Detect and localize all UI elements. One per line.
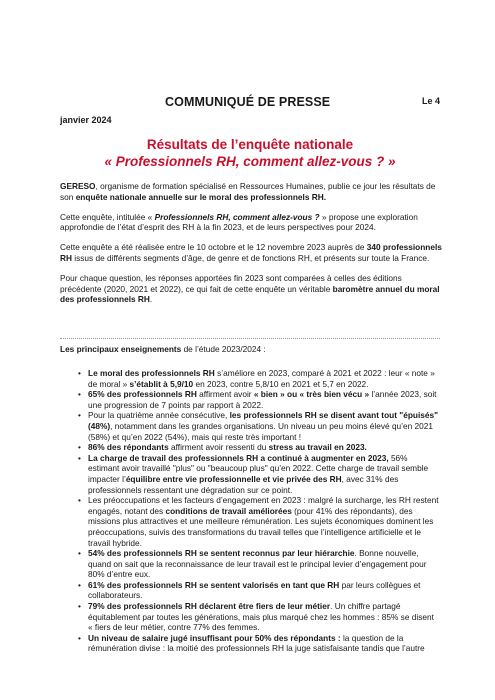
date-part2: janvier 2024 bbox=[60, 115, 112, 125]
section-divider bbox=[60, 338, 440, 339]
headline-line1: Résultats de l’enquête nationale bbox=[146, 137, 354, 152]
list-item-t: . Bonne nouvelle, quand on sait que la reconnaissance de leur travail est le principal levier d’engagement pour 80% d’entre eux. bbox=[88, 548, 427, 580]
list-item-b: 54% des professionnels RH se sentent reconnus par leur hiérarchie bbox=[88, 548, 355, 559]
bullet-dot-icon: • bbox=[78, 410, 81, 421]
p4-bold: baromètre annuel du moral des professionnels RH bbox=[60, 283, 440, 305]
list-item-t: par leurs collègues et collaborateurs. bbox=[88, 579, 421, 601]
section-heading-rest: de l’étude 2023/2024 : bbox=[181, 344, 266, 354]
list-item-b: La charge de travail des professionnels RH a continué à augmenter en 2023, bbox=[88, 452, 389, 463]
list-item-t: Les préoccupations et les facteurs d’engagement en 2023 : malgré la surcharge, les RH restent engagés, notant des bbox=[88, 495, 439, 516]
list-item-b: 65% des professionnels RH bbox=[88, 389, 197, 400]
list-item bbox=[78, 453, 440, 495]
intro-body bbox=[60, 181, 442, 314]
p3-text-a: Cette enquête a été réalisée entre le 10 octobre et le 12 novembre 2023 auprès de bbox=[60, 242, 367, 253]
list-item-t2: (pour 41% des répondants), des missions plus attractives et une meilleure rémunération. Les sujets économiques dominent les préoccupations, suivis des transformations du travail telles que l’intelligence artificielle et le travail hybride. bbox=[88, 505, 434, 548]
list-item-t: Pour la quatrième année consécutive, bbox=[88, 410, 230, 421]
bullet-dot-icon: • bbox=[78, 368, 81, 378]
list-item-t: 56% estimant avoir travaillé "plus" ou "beaucoup plus" qu’en 2022. Cette charge de travail semble impacter l’ bbox=[88, 452, 429, 484]
list-item bbox=[78, 368, 440, 389]
list-item-b2: équilibre entre vie professionnelle et vie privée des RH bbox=[125, 473, 342, 484]
list-item-b: 86% des répondants bbox=[88, 442, 169, 453]
p2-text-a: Cette enquête, intitulée « bbox=[60, 211, 155, 222]
list-item bbox=[78, 548, 440, 580]
paragraph-4 bbox=[60, 273, 442, 305]
bullet-dot-icon: • bbox=[78, 579, 81, 590]
p3-text-c: issus de différents segments d’âge, de genre et de fonctions RH, et présents sur toute la France. bbox=[71, 252, 430, 263]
headline bbox=[60, 136, 440, 170]
p4-text-c: . bbox=[149, 294, 153, 305]
list-item bbox=[78, 601, 440, 633]
list-item-b2: conditions de travail améliorées bbox=[165, 505, 292, 516]
findings-list bbox=[78, 368, 440, 654]
section-heading-bold: Les principaux enseignements bbox=[60, 344, 182, 354]
list-item-t: . Un chiffre partagé équitablement par toutes les générations, mais plus marqué chez les hommes : 85% se disent « fiers de leur métier, contre 77% des femmes. bbox=[88, 601, 434, 633]
list-item-t2: l’année 2023, soit une progression de 7 points par rapport à 2022. bbox=[88, 389, 437, 410]
list-item-t: affirment avoir ressenti du bbox=[168, 442, 269, 453]
list-item-b2: les professionnels RH se disent avant tout "épuisés" (48%) bbox=[88, 410, 439, 431]
list-item-b2: « bien » ou « très bien vécu » bbox=[253, 389, 370, 400]
press-release-header bbox=[60, 95, 440, 111]
p2-bold-italic: Professionnels RH, comment allez-vous ? bbox=[154, 211, 320, 222]
list-item bbox=[78, 389, 440, 410]
list-item-b: 61% des professionnels RH se sentent valorisés en tant que RH bbox=[88, 579, 340, 590]
list-item-t2: , notamment dans les grandes organisations. Un niveau un peu moins élevé qu’en 2021 (58%) et qu’en 2022 (54%), mais qui reste très important ! bbox=[88, 420, 434, 442]
paragraph-2 bbox=[60, 212, 442, 233]
bullet-dot-icon: • bbox=[78, 548, 81, 559]
p1-bold-c: enquête nationale annuelle sur le moral des professionnels RH. bbox=[75, 191, 327, 202]
bullet-dot-icon: • bbox=[78, 632, 81, 643]
list-item-t: affirment avoir bbox=[196, 389, 254, 400]
p2-text-c: » propose une exploration approfondie de l’état d’esprit des RH à la fin 2023, et de leurs perspectives pour 2024. bbox=[60, 211, 418, 233]
bullet-dot-icon: • bbox=[78, 601, 81, 612]
list-item-t2: , avec 31% des professionnels ressentant une dégradation sur ce point. bbox=[88, 473, 399, 495]
bullet-dot-icon: • bbox=[78, 495, 81, 506]
bullet-dot-icon: • bbox=[78, 389, 81, 400]
p3-bold: 340 professionnels RH bbox=[60, 242, 442, 263]
list-item-t2: en 2023, contre 5,8/10 en 2021 et 5,7 en 2022. bbox=[193, 378, 369, 389]
p1-bold-a: GERESO bbox=[60, 181, 96, 191]
paragraph-1 bbox=[60, 181, 442, 202]
press-release-title: COMMUNIQUÉ DE PRESSE bbox=[165, 95, 331, 109]
bullet-dot-icon: • bbox=[78, 452, 81, 463]
bullet-dot-icon: • bbox=[78, 442, 81, 453]
list-item bbox=[78, 410, 440, 442]
list-item bbox=[78, 442, 440, 453]
list-item bbox=[78, 633, 440, 654]
list-item-b2: stress au travail en 2023. bbox=[268, 442, 367, 453]
list-item-b: Un niveau de salaire jugé insuffisant pour 50% des répondants : bbox=[88, 632, 341, 643]
list-item-b: Le moral des professionnels RH bbox=[88, 368, 215, 378]
paragraph-3 bbox=[60, 242, 442, 263]
list-item-b: 79% des professionnels RH déclarent être fiers de leur métier bbox=[88, 601, 331, 612]
list-item bbox=[78, 495, 440, 548]
date-part1: Le 4 bbox=[421, 96, 440, 106]
list-item-t: la question de la rémunération divise : la moitié des professionnels RH la juge satisfaisante tandis que l’autre bbox=[88, 632, 425, 654]
headline-line2: « Professionnels RH, comment allez-vous ? » bbox=[104, 154, 396, 169]
p1-text: , organisme de formation spécialisé en Ressources Humaines, publie ce jour les résultats de son bbox=[60, 181, 436, 202]
list-item-t: s’améliore en 2023, comparé à 2021 et 2022 : leur « note » de moral » bbox=[88, 368, 435, 389]
section-heading bbox=[60, 344, 440, 355]
list-item bbox=[78, 580, 440, 601]
p4-text-a: Pour chaque question, les réponses apportées fin 2023 sont comparées à celles des éditions précédente (2020, 2021 et 2022), ce qui fait de cette enquête un véritable bbox=[60, 273, 402, 294]
list-item-b2: s’établit à 5,9/10 bbox=[129, 378, 194, 389]
